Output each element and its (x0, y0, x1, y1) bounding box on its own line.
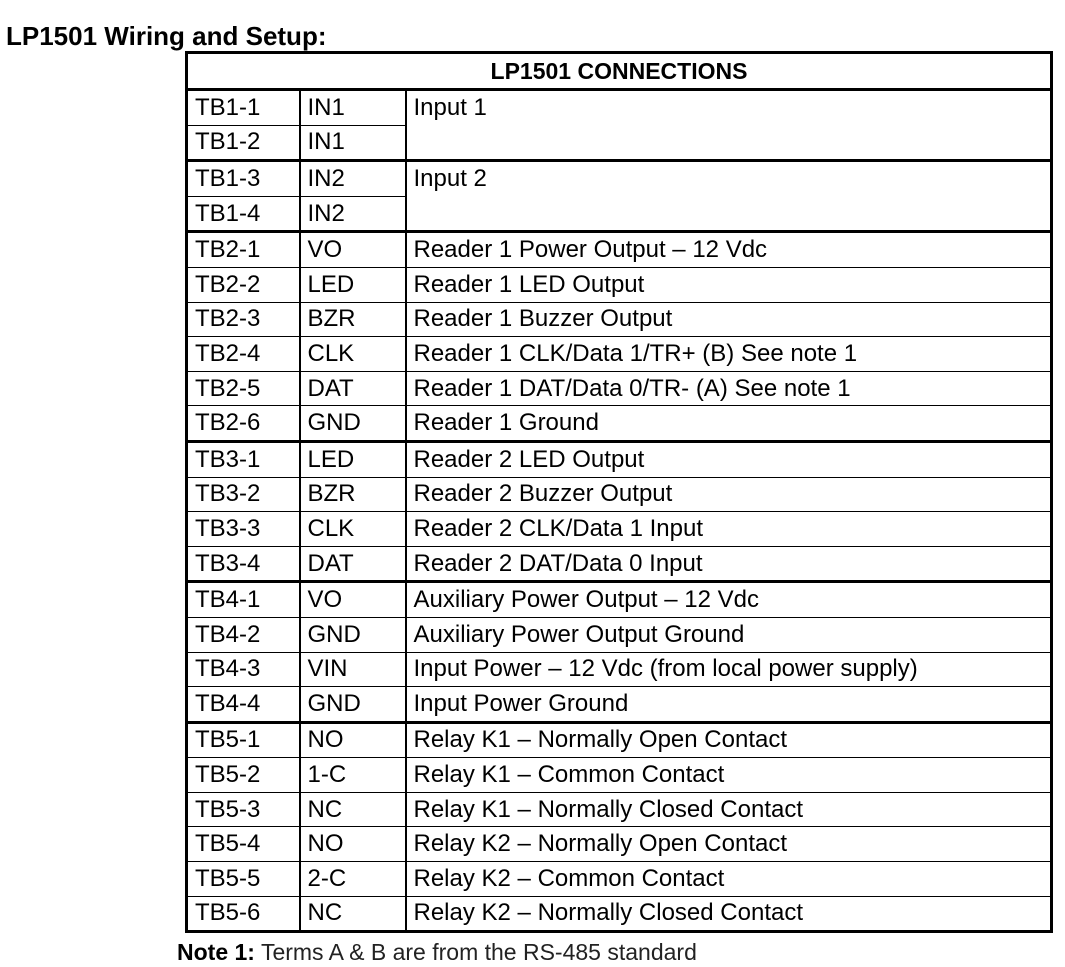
signal-label-cell: CLK (300, 337, 406, 372)
signal-label-cell: DAT (300, 546, 406, 582)
description-cell: Auxiliary Power Output – 12 Vdc (406, 582, 1052, 618)
table-row (187, 758, 1052, 793)
terminal-cell: TB2-6 (187, 406, 300, 442)
terminal-cell: TB3-3 (187, 512, 300, 547)
description-cell: Reader 1 LED Output (406, 267, 1052, 302)
signal-label-cell: 2-C (300, 862, 406, 897)
description-cell: Reader 1 CLK/Data 1/TR+ (B) See note 1 (406, 337, 1052, 372)
footnote (177, 937, 697, 967)
table-row (187, 406, 1052, 442)
description-cell: Input Power Ground (406, 687, 1052, 723)
table-row (187, 337, 1052, 372)
table-header: LP1501 CONNECTIONS (187, 53, 1052, 90)
terminal-cell: TB3-1 (187, 441, 300, 477)
signal-label-cell: CLK (300, 512, 406, 547)
description-cell: Reader 1 Ground (406, 406, 1052, 442)
signal-label-cell: GND (300, 687, 406, 723)
terminal-cell: TB1-2 (187, 125, 300, 161)
footnote-text: Terms A & B are from the RS-485 standard (260, 939, 697, 965)
table-row (187, 161, 1052, 197)
terminal-cell: TB4-4 (187, 687, 300, 723)
terminal-cell: TB5-6 (187, 896, 300, 932)
connections-table-body (187, 90, 1052, 932)
terminal-cell: TB2-1 (187, 232, 300, 268)
terminal-cell: TB5-3 (187, 792, 300, 827)
signal-label-cell: LED (300, 267, 406, 302)
signal-label-cell: BZR (300, 477, 406, 512)
table-row (187, 90, 1052, 126)
table-row (187, 687, 1052, 723)
table-row (187, 302, 1052, 337)
table-row (187, 371, 1052, 406)
signal-label-cell: IN1 (300, 125, 406, 161)
description-cell: Relay K1 – Normally Closed Contact (406, 792, 1052, 827)
table-row (187, 722, 1052, 758)
terminal-cell: TB1-3 (187, 161, 300, 197)
description-cell: Relay K2 – Common Contact (406, 862, 1052, 897)
description-cell: Relay K1 – Normally Open Contact (406, 722, 1052, 758)
signal-label-cell: IN2 (300, 196, 406, 232)
signal-label-cell: VIN (300, 652, 406, 687)
terminal-cell: TB4-3 (187, 652, 300, 687)
description-cell: Input 1 (406, 90, 1052, 161)
signal-label-cell: NO (300, 722, 406, 758)
description-cell: Input Power – 12 Vdc (from local power supply) (406, 652, 1052, 687)
signal-label-cell: DAT (300, 371, 406, 406)
description-cell: Relay K2 – Normally Closed Contact (406, 896, 1052, 932)
terminal-cell: TB1-1 (187, 90, 300, 126)
signal-label-cell: VO (300, 582, 406, 618)
table-row (187, 792, 1052, 827)
signal-label-cell: NO (300, 827, 406, 862)
signal-label-cell: IN2 (300, 161, 406, 197)
description-cell: Input 2 (406, 161, 1052, 232)
signal-label-cell: NC (300, 792, 406, 827)
table-row (187, 267, 1052, 302)
connections-table (185, 51, 1053, 933)
description-cell: Relay K1 – Common Contact (406, 758, 1052, 793)
terminal-cell: TB3-2 (187, 477, 300, 512)
description-cell: Reader 1 DAT/Data 0/TR- (A) See note 1 (406, 371, 1052, 406)
terminal-cell: TB1-4 (187, 196, 300, 232)
table-row (187, 862, 1052, 897)
terminal-cell: TB5-5 (187, 862, 300, 897)
table-row (187, 546, 1052, 582)
description-cell: Reader 1 Buzzer Output (406, 302, 1052, 337)
signal-label-cell: VO (300, 232, 406, 268)
table-row (187, 617, 1052, 652)
footnote-label: Note 1: (177, 939, 255, 965)
description-cell: Reader 1 Power Output – 12 Vdc (406, 232, 1052, 268)
terminal-cell: TB4-1 (187, 582, 300, 618)
signal-label-cell: LED (300, 441, 406, 477)
signal-label-cell: 1-C (300, 758, 406, 793)
table-row (187, 827, 1052, 862)
terminal-cell: TB2-4 (187, 337, 300, 372)
terminal-cell: TB2-3 (187, 302, 300, 337)
description-cell: Relay K2 – Normally Open Contact (406, 827, 1052, 862)
terminal-cell: TB4-2 (187, 617, 300, 652)
table-row (187, 441, 1052, 477)
description-cell: Auxiliary Power Output Ground (406, 617, 1052, 652)
description-cell: Reader 2 Buzzer Output (406, 477, 1052, 512)
terminal-cell: TB2-5 (187, 371, 300, 406)
description-cell: Reader 2 DAT/Data 0 Input (406, 546, 1052, 582)
signal-label-cell: GND (300, 617, 406, 652)
signal-label-cell: NC (300, 896, 406, 932)
signal-label-cell: IN1 (300, 90, 406, 126)
description-cell: Reader 2 CLK/Data 1 Input (406, 512, 1052, 547)
terminal-cell: TB5-2 (187, 758, 300, 793)
terminal-cell: TB5-4 (187, 827, 300, 862)
signal-label-cell: GND (300, 406, 406, 442)
page-title: LP1501 Wiring and Setup: (6, 21, 327, 52)
table-header-row (187, 53, 1052, 90)
description-cell: Reader 2 LED Output (406, 441, 1052, 477)
table-row (187, 232, 1052, 268)
terminal-cell: TB3-4 (187, 546, 300, 582)
terminal-cell: TB5-1 (187, 722, 300, 758)
signal-label-cell: BZR (300, 302, 406, 337)
table-row (187, 477, 1052, 512)
terminal-cell: TB2-2 (187, 267, 300, 302)
table-row (187, 896, 1052, 932)
table-row (187, 652, 1052, 687)
table-row (187, 582, 1052, 618)
table-row (187, 512, 1052, 547)
